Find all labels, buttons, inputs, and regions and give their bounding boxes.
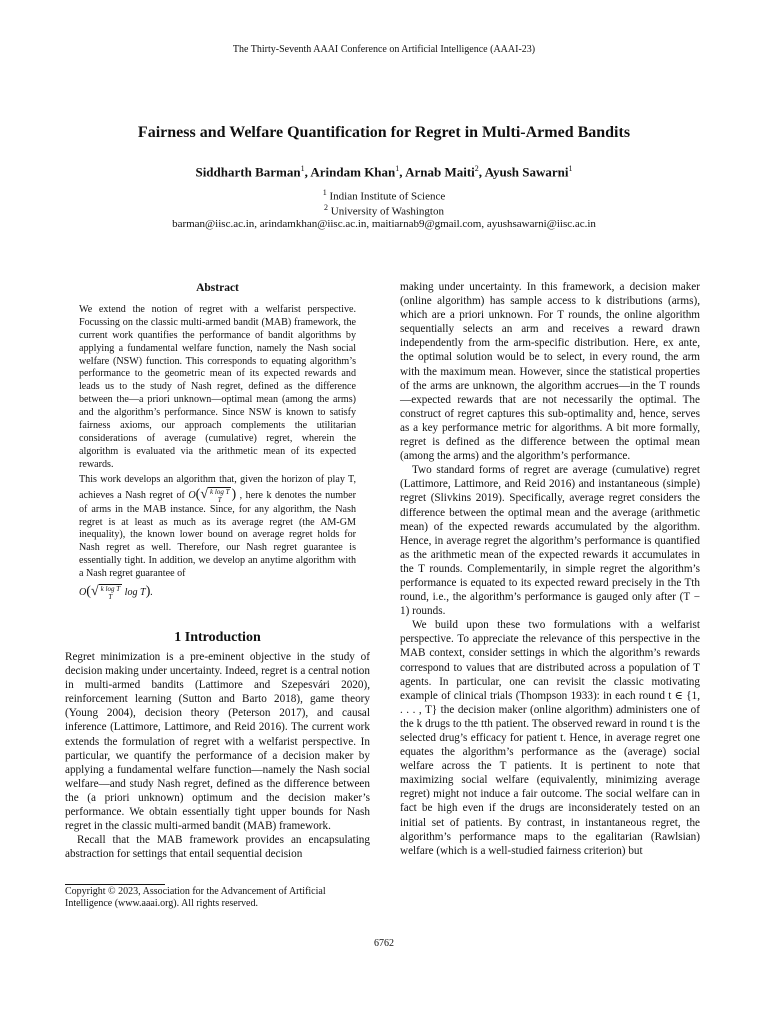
formula-denominator: T — [108, 593, 113, 602]
body-paragraph: We build upon these two formulations with a welfarist perspective. To appreciate the relevance of this perspective in the MAB context, consider settings in which the algorithm’s rewards correspond to values that are distributed across a population of T agents. In particular, one can revisit the classic motivating example of clinical trials (Thompson 1933): in each round t ∈ {1, . . . , T} the decision maker (online algorithm) administers one of the k drugs to the tth patient. The observed reward in round t is the selected drug’s efficacy for patient t. Hence, in average regret one equates the algorithm’s performance as the (average) social welfare across the T patients. It is pertinent to note that maximizing social welfare (equivalently, minimizing average regret) might not induce a fair outcome. The social welfare can in fact be high even if the drugs are inconsiderately tested on an initial set of patients. By contrast, in instantaneous regret, the algorithm’s performance maps to the egalitarian (Rawlsian) welfare (which is a well-studied fairness criterion) but — [400, 619, 700, 857]
formula-period: . — [150, 586, 153, 598]
body-paragraph: making under uncertainty. In this framework, a decision maker (online algorithm) has sample access to k distributions (arms), which are a priori unknown. For T rounds, the online algorithm sequentially selects an arm and receives a reward drawn independently from the arm-specific distribution. Here, ex ante, the optimal solution would be to select, in every round, the arm with the maximum mean. However, since the statistical properties of the arms are unknown, the algorithm accrues—in the T rounds—expected rewards that are not necessarily the optimal. The construct of regret captures this sub-optimality and, hence, serves as a key performance metric for algorithms. A bit more formally, regret is defined as the difference between the optimal mean (among the arms) and the algorithm’s performance. — [400, 281, 700, 463]
formula-suffix: log T — [124, 586, 146, 598]
affiliation-mark: 2 — [324, 203, 329, 212]
intro-paragraph: Recall that the MAB framework provides an encapsulating abstraction for settings that entail sequential decision — [65, 834, 370, 861]
author-affiliation-mark: 1 — [300, 164, 305, 173]
abstract-section — [79, 282, 356, 604]
affiliation-mark: 1 — [322, 188, 327, 197]
formula-numerator: k log T — [100, 585, 121, 594]
body-paragraph: Two standard forms of regret are average (cumulative) regret (Lattimore, Lattimore, and Reid 2016) and instantaneous (simple) regret (Slivkins 2019). Specifically, average regret considers the difference between the optimal mean and the average (arithmetic mean) of the expected rewards accumulated by the algorithm. Hence, in average regret the algorithm’s performance is quantified as the arithmetic mean of the expected rewards it accumulates in the T rounds. Complementarily, in simple regret the algorithm’s performance is equated to its expected reward precisely in the Tth round, i.e., the algorithm’s performance is gauged only after (T − 1) rounds. — [400, 464, 700, 618]
formula-symbol: O — [188, 489, 196, 501]
anytime-regret-formula — [79, 584, 153, 601]
affiliation-name: University of Washington — [330, 205, 444, 218]
author-list: Siddharth Barman$^1$, Arindam Khan$^1$, Arnab Maiti$^2$, Ayush Sawarni$^1$ — [195, 164, 573, 180]
affiliation-2 — [40, 203, 728, 218]
abstract-text: This work develops an algorithm that, given the horizon of play T, achieves a Nash regret of — [79, 473, 356, 501]
author-affiliation-mark: 2 — [474, 164, 479, 173]
conference-header: The Thirty-Seventh AAAI Conference on Artificial Intelligence (AAAI-23) — [232, 44, 536, 55]
paper-title: Fairness and Welfare Quantification for Regret in Multi-Armed Bandits — [137, 124, 631, 141]
author-emails: barman@iisc.ac.in, arindamkhan@iisc.ac.in, maitiarnab9@gmail.com, ayushsawarni@iisc.ac.in — [172, 218, 596, 230]
formula-fraction — [208, 487, 231, 504]
anytime-formula-line — [79, 584, 356, 601]
author-affiliation-mark: 1 — [568, 164, 573, 173]
footnote-divider — [65, 884, 165, 885]
abstract-paragraph-2 — [79, 474, 356, 581]
paren-icon: ) — [231, 486, 237, 502]
abstract-text: , here k denotes the number of arms in the MAB instance. Since, for any algorithm, the Nash regret is at least as much as its average regret (the AM-GM inequality), the known lower bound on average regret holds for Nash regret as well. Therefore, our Nash regret guarantee is essentially tight. In addition, we develop an anytime algorithm with a Nash regret guarantee of — [79, 489, 357, 580]
page-number: 6762 — [374, 938, 394, 949]
formula-denominator: T — [217, 495, 222, 504]
formula-numerator: k log T — [210, 487, 230, 496]
section-heading-introduction: 1 Introduction — [174, 630, 261, 645]
abstract-paragraph: We extend the notion of regret with a welfarist perspective. Focussing on the classic multi-armed bandit (MAB) framework, the current work quantifies the performance of bandit algorithms by applying a fundamental welfare function, namely the Nash social welfare (NSW) function. This corresponds to equating algorithm’s performance to the geometric mean of its expected rewards and leads us to the study of Nash regret, defined as the difference between the—a priori unknown—optimal mean (among the arms) and the algorithm’s performance. Since NSW is known to satisfy fairness axioms, our approach complements the utilitarian considerations of average (cumulative) regret, wherein the algorithm is evaluated via the arithmetic mean of its expected rewards. — [79, 303, 356, 470]
abstract-heading: Abstract — [196, 282, 239, 294]
author-name: Siddharth Barman — [195, 164, 301, 180]
author-name: Arnab Maiti — [405, 164, 475, 180]
intro-paragraph: Regret minimization is a pre-eminent objective in the study of decision making under uncertainty. Indeed, regret is a central notion in multi-armed bandits (Lattimore and Szepesvári 2020), reinforcement learning (Sutton and Barto 2018), game theory (Young 2004), decision theory (Peterson 2017), and causal inference (Lattimore, Lattimore, and Reid 2016). The current work extends the formulation of regret with a welfarist perspective. In particular, we quantify the performance of a decision maker by applying a fundamental welfare function—namely the Nash social welfare—and study Nash regret, defined as the difference between the (a priori unknown) optimum and the decision maker’s performance. We obtain essentially tight upper bounds for Nash regret in the classic multi-armed bandit (MAB) framework. — [65, 651, 370, 833]
introduction-section — [65, 650, 370, 861]
author-affiliation-mark: 1 — [395, 164, 400, 173]
right-column — [400, 280, 700, 858]
copyright-footnote: Copyright © 2023, Association for the Advancement of Artificial Intelligence (www.aaai.org). All rights reserved. — [65, 886, 326, 909]
affiliation-1 — [40, 188, 728, 203]
affiliation-name: Indian Institute of Science — [329, 190, 446, 203]
paren-icon: ) — [145, 583, 151, 599]
sqrt-icon: (√ — [86, 583, 99, 599]
formula-symbol: O — [79, 586, 87, 598]
nash-regret-formula — [188, 487, 236, 504]
author-name: Ayush Sawarni — [484, 164, 569, 180]
formula-fraction — [99, 584, 122, 601]
sqrt-icon: (√ — [195, 486, 209, 502]
author-name: Arindam Khan — [310, 164, 396, 180]
